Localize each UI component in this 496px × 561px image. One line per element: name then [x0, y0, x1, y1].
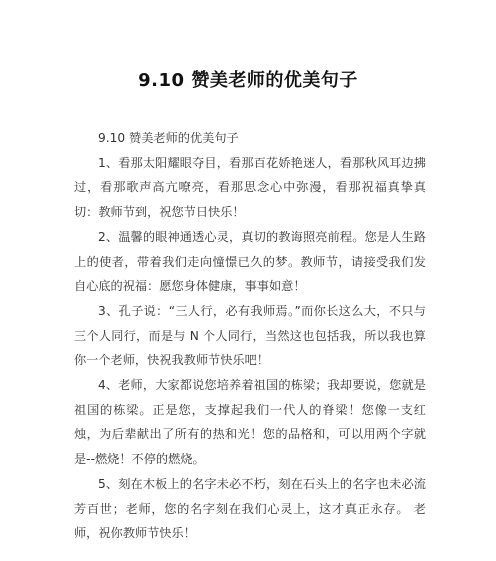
paragraph-3: 3、孔子说：“三人行，必有我师焉。”而你长这么大，不只与三个人同行，而是与 N 个人同行，当然这也包括我，所以我也算你一个老师，快祝我教师节快乐吧！: [74, 303, 426, 368]
paragraph-4: 4、老师，大家都说您培养着祖国的栋梁；我却要说，您就是祖国的栋梁。正是您，支撑起我们一代人的脊梁！您像一支红烛，为后辈献出了所有的热和光！您的品格和，可以用两个字就是--燃烧！不停的燃烧。: [74, 378, 426, 467]
paragraph-2: 2、温馨的眼神通透心灵，真切的教诲照亮前程。您是人生路上的使者，带着我们走向憧憬已久的梦。教师节，请接受我们发自心底的祝福：愿您身体健康，事事如意！: [74, 229, 426, 294]
paragraph-1: 1、看那太阳耀眼夺目，看那百花娇艳迷人，看那秋风耳边拂过，看那歌声高亢嘹亮，看那思念心中弥漫，看那祝福真挚真切：教师节到，祝您节日快乐！: [74, 155, 426, 220]
document-body: [74, 126, 426, 546]
paragraph-5: 5、刻在木板上的名字未必不朽，刻在石头上的名字也未必流芳百世；老师，您的名字刻在我们心灵上，这才真正永存。 老师，祝你教师节快乐！: [74, 476, 426, 541]
document-title: 9.10 赞美老师的优美句子: [138, 70, 358, 91]
subtitle-paragraph: 9.10 赞美老师的优美句子: [98, 131, 239, 145]
